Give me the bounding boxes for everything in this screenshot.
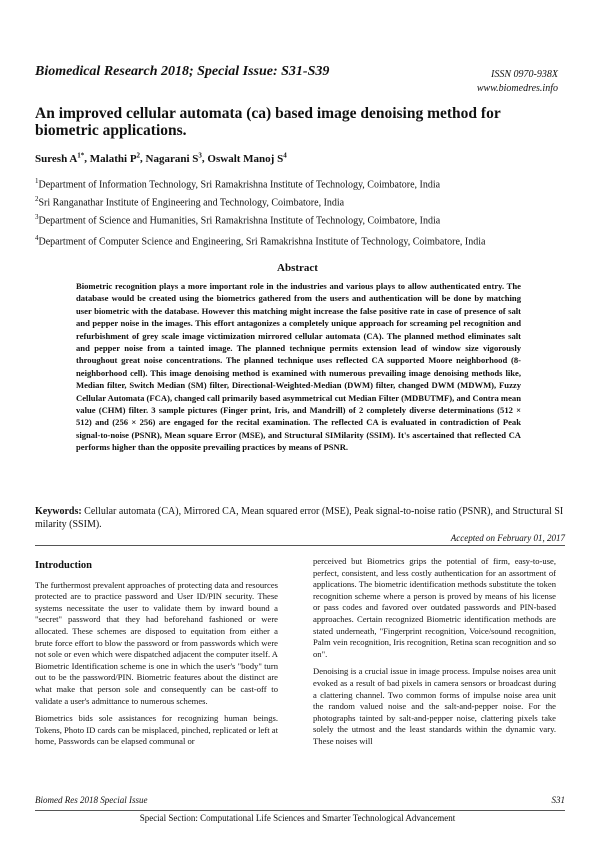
abstract-text: Biometric recognition plays a more important role in the industries and various plays to allow authenticated entry. The database would be created using the biometrics gathered from the users and authentication will be done by matching user biometric with the database. However this matching might increase the false positive rate in case of presence of salt and pepper noise in the images. This effort antagonizes a completely unique approach for screaming pel recognition and refurbishment of grey scale image victimization mirrored cellular automata (CA). The planned method eliminates salt and pepper noise from a tainted image. The planned technique permits extension lead of window size vigorously throughout great noise concentrations. The planned technique uses reflected CA supported Moore neighborhood (8-neighborhood cell). This image denoising method is examined with numerous prevailing image denoising methods like, Median filter, Switch Median (SM) filter, Directional-Weighted-Median (DWM) filter, changed DWM (MDWM), Fuzzy Cellular Automata (FCA), changed call primarily based asymmetrical cut Median Filter (MDBUTMF), and Contra mean value (CHM) filter. 3 sample pictures (Finger print, Iris, and Mandrill) of 2 completely diverse determinations (512 × 512) and (256 × 256) are engaged for the recital examination. The reflected CA is evaluated in contradiction of Peak signal-to-noise (PSNR), Mean square Error (MSE), and Structural SIMilarity (SSIM). It's ascertained that reflected CA performs higher than the opposite prevailing practices by means of PSNR.	[76, 281, 521, 453]
journal-title: Biomedical Research 2018; Special Issue: S31-S39	[35, 64, 330, 79]
keywords-label: Keywords:	[35, 506, 82, 517]
footer-divider	[35, 810, 565, 811]
author: Malathi $P^2$	[89, 151, 141, 165]
body-column-left	[35, 560, 278, 754]
affiliation: $^4$Department of Computer Science and Engineering, Sri Ramakrishna Institute of Technology, Coimbatore, India	[35, 234, 486, 248]
journal-url[interactable]: www.biomedres.info	[476, 83, 558, 94]
paper-title: An improved cellular automata (ca) based image denoising method for biometric applications.	[35, 105, 501, 139]
footer-section: Special Section: Computational Life Sciences and Smarter Technological Advancement	[139, 813, 456, 823]
author: Oswalt Manoj $S^4$	[207, 151, 287, 165]
issn-block	[477, 68, 558, 96]
author-list: Suresh $A^{1*}$, Malathi $P^2$, Nagarani $S^3$, Oswalt Manoj $S^4$	[35, 151, 287, 165]
keywords-text: Cellular automata (CA), Mirrored CA, Mean squared error (MSE), Peak signal-to-noise ratio (PSNR), and Structural SI milarity (SSIM).	[35, 506, 564, 530]
issn: ISSN 0970-938X	[491, 69, 558, 80]
paragraph: Denoising is a crucial issue in image process. Impulse noises area unit evoked as a result of bad pixels in camera sensors or broadcast during a clattering channel. Two common forms of impulse noise area unit the random valued noise and the salt-and-pepper noise. For the photographs tainted by salt-and-pepper noise, clattering pixels take solely the utmost and the least standards within the dynamic vary. These noises will	[313, 666, 556, 746]
page-number: S31	[551, 795, 565, 805]
paragraph: The furthermost prevalent approaches of protecting data and resources protected are to practice password and User ID/PIN security. These systems necessitate the user to validate them by inward bound a "secret" password that they had beforehand fashioned or were allocated. These schemes are disposed to equitation from either a brute force effort to blow the password or from passwords which were not sole or even which were dispatched adjacent the computer itself. A Biometric Identification scheme is one in which the user's "body" turn out to be the password/PIN. Biometric features about the distinct are what make that person sole and consequently can be cast-off to validate a user's admittance to numerous schemes.	[35, 579, 278, 706]
paragraph: perceived but Biometrics grips the potential of firm, easy-to-use, perfect, consistent, and less costly authentication for an assortment of applications. The biometric identification methods substitute the token recognition scheme where a person is proved by means of his license or pass codes and favored over outdated passwords and PIN-based approaches. Certain recognized Biometric identification methods are stated underneath, "Fingerprint recognition, Voice/sound recognition, Palm vein recognition, Iris recognition, Retina scan recognition and so on".	[313, 556, 556, 659]
affiliation: $^2$Sri Ranganathar Institute of Engineering and Technology, Coimbatore, India	[35, 195, 345, 209]
affiliation: $^1$Department of Information Technology, Sri Ramakrishna Institute of Technology, Coimbatore, India	[35, 177, 441, 191]
author: Suresh $A^{1*}$	[35, 151, 85, 165]
section-heading: Introduction	[35, 560, 92, 571]
divider	[35, 545, 565, 546]
abstract-heading: Abstract	[277, 262, 318, 274]
affiliation: $^3$Department of Science and Humanities, Sri Ramakrishna Institute of Technology, Coimbatore, India	[35, 213, 441, 227]
body-column-right	[313, 556, 556, 754]
paragraph: Biometrics bids sole assistances for recognizing human beings. Tokens, Photo ID cards can be misplaced, pinched, replicated or left at home, Passwords can be elapsed communal or	[35, 713, 278, 747]
keywords	[35, 505, 565, 531]
author: Nagarani $S^3$	[145, 151, 202, 165]
accepted-date: Accepted on February 01, 2017	[450, 533, 565, 543]
footer-journal: Biomed Res 2018 Special Issue	[35, 795, 148, 805]
